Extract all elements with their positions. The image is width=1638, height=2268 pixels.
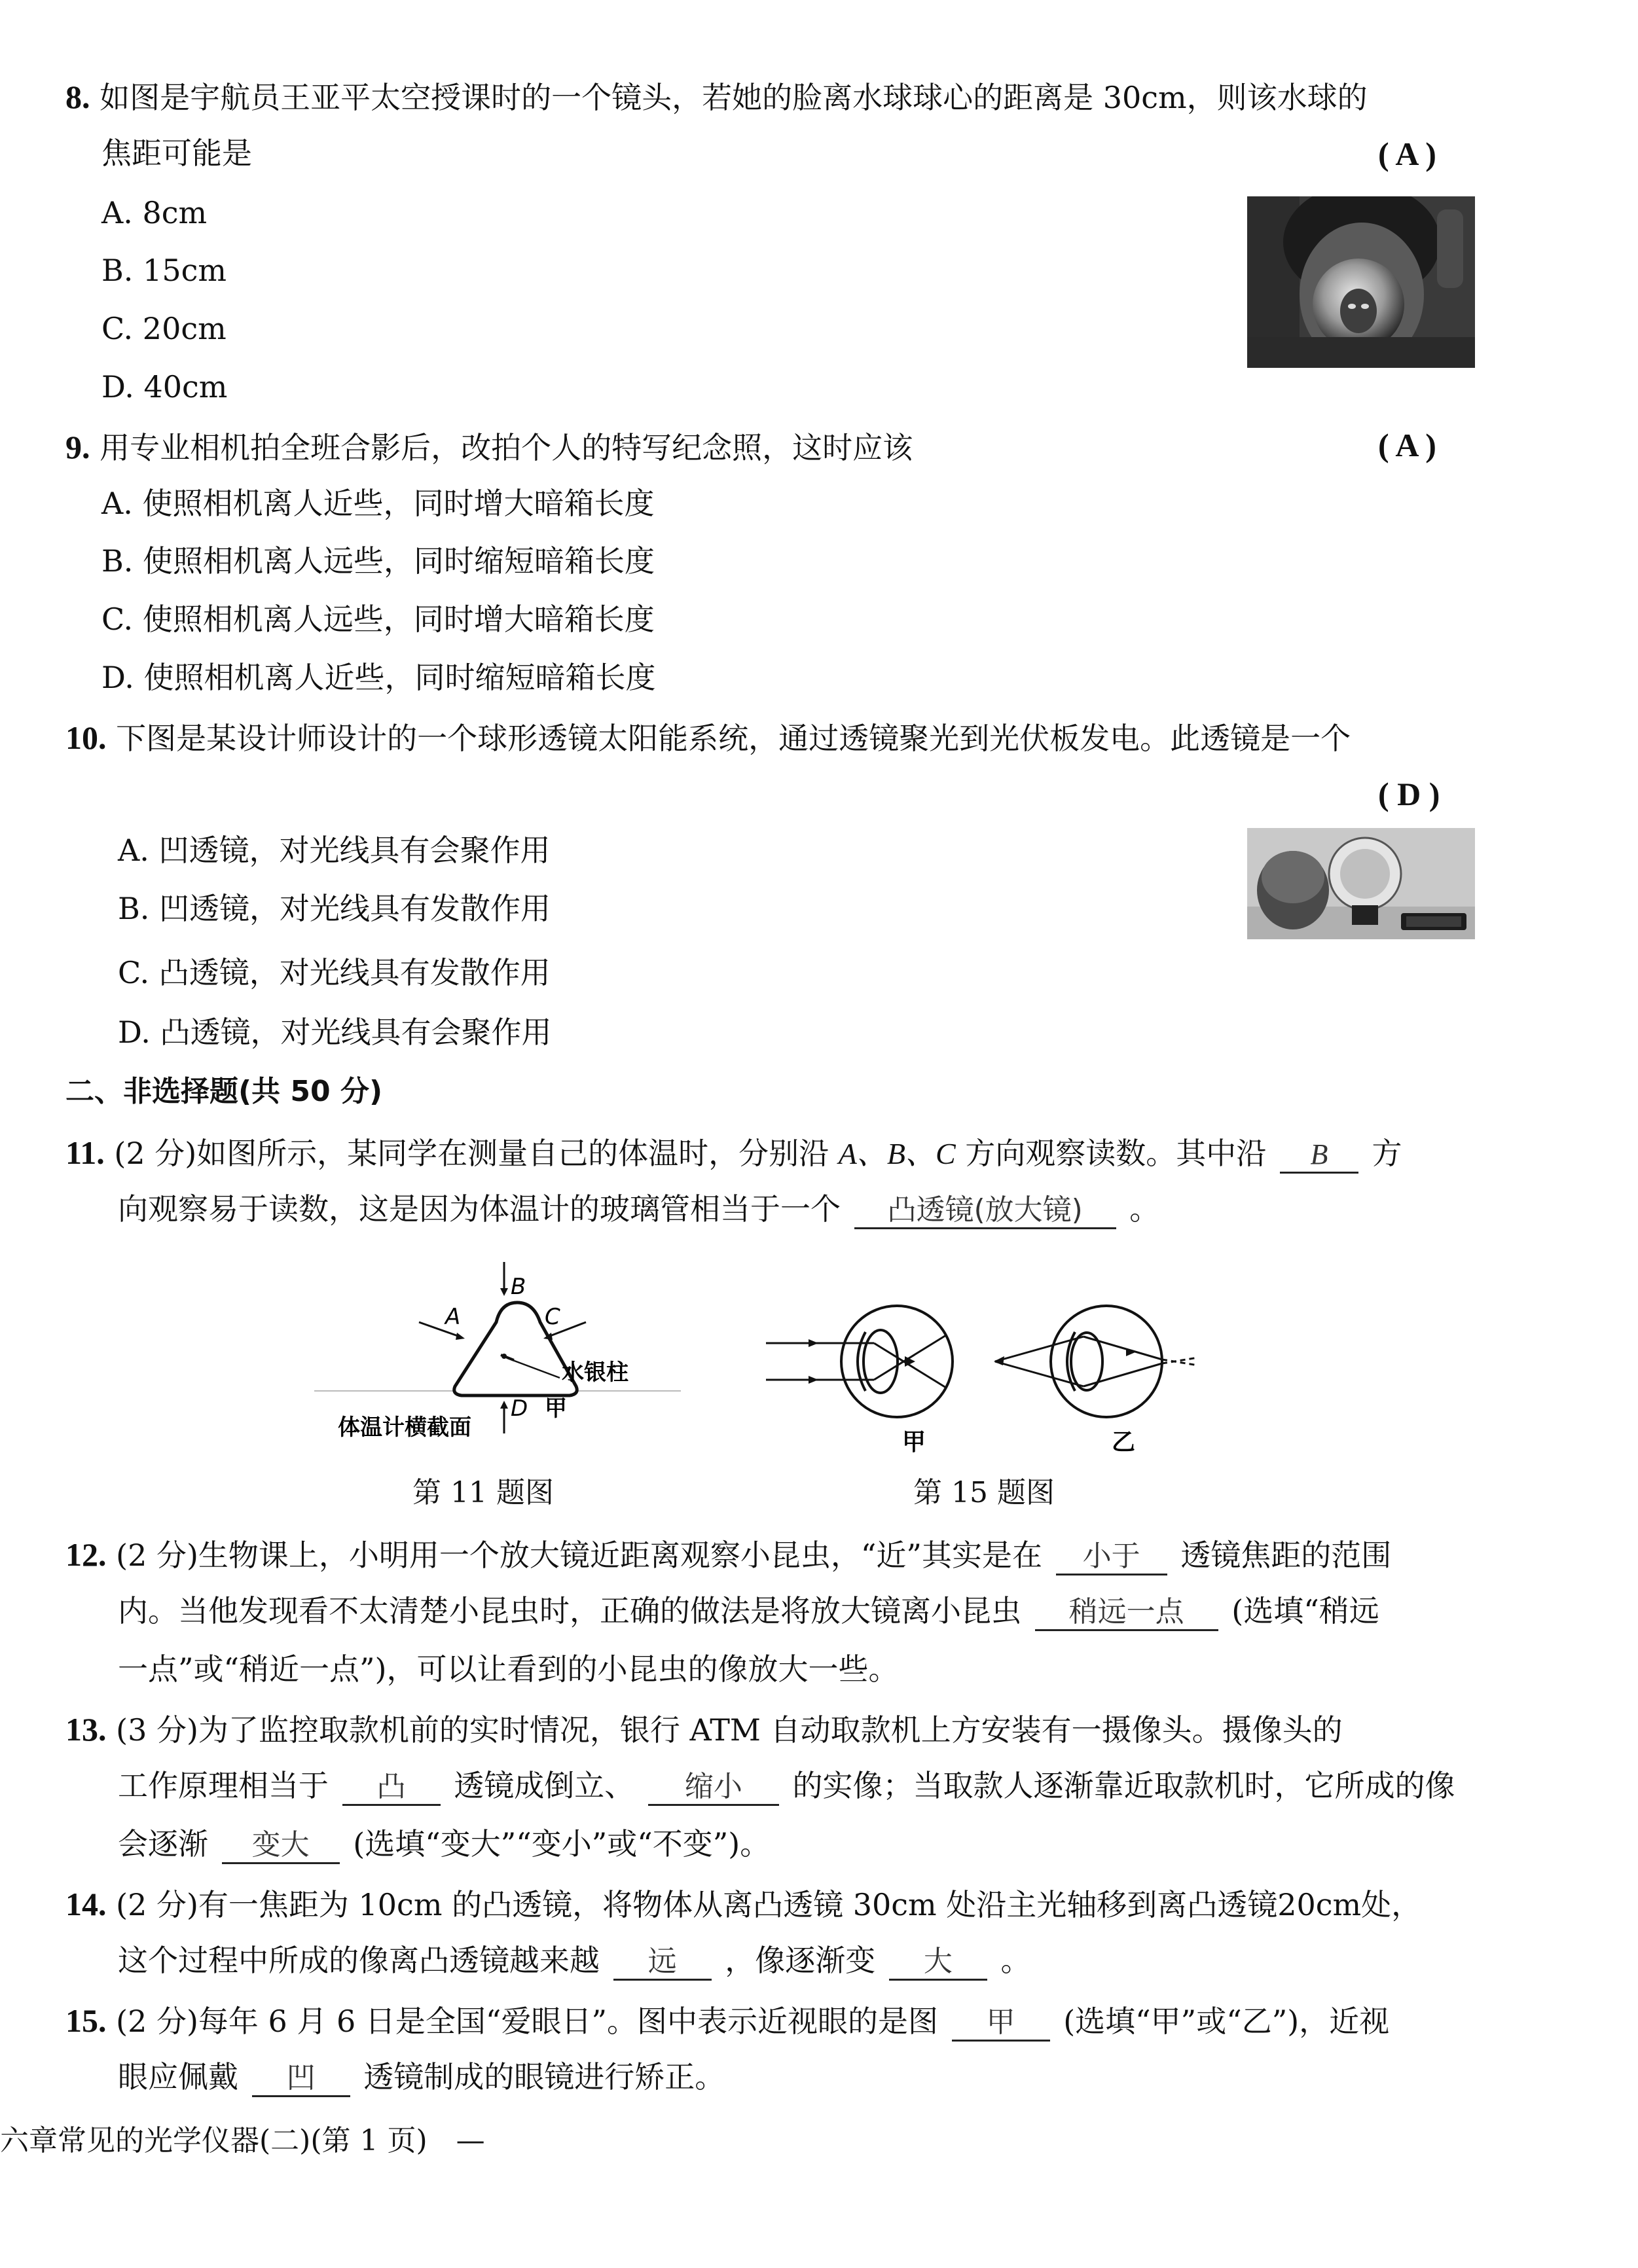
q12-line2 bbox=[118, 1593, 1379, 1631]
q11-line2 bbox=[118, 1191, 1159, 1229]
q9-line bbox=[65, 427, 913, 467]
q14-text-b: 这个过程中所成的像离凸透镜越来越 bbox=[118, 1943, 600, 1978]
label-c: C bbox=[545, 1304, 560, 1330]
q11-text-a: (2 分)如图所示，某同学在测量自己的体温时，分别沿 bbox=[114, 1136, 829, 1171]
label-jia-15: 甲 bbox=[902, 1429, 926, 1456]
q14-text-a: (2 分)有一焦距为 10cm 的凸透镜，将物体从离凸透镜 30cm 处沿主光轴移到离凸透镜20cm处， bbox=[116, 1887, 1422, 1922]
q15-text-d: 透镜制成的眼镜进行矫正。 bbox=[363, 2059, 725, 2095]
q14-line1 bbox=[65, 1884, 1421, 1924]
q11-blank-1: B bbox=[1280, 1138, 1358, 1174]
q13-line3 bbox=[118, 1826, 770, 1864]
q13-text-b: 工作原理相当于 bbox=[118, 1768, 329, 1803]
q14-blank-1: 远 bbox=[613, 1945, 712, 1981]
q15-number: 15. bbox=[65, 2002, 107, 2039]
eye-jia bbox=[766, 1306, 953, 1417]
q9-option-a: A. 使照相机离人近些，同时增大暗箱长度 bbox=[101, 486, 655, 521]
q13-number: 13. bbox=[65, 1711, 107, 1748]
q9-stem: 用专业相机拍全班合影后，改拍个人的特写纪念照，这时应该 bbox=[100, 430, 913, 465]
q12-text-d: (选填“稍远 bbox=[1231, 1593, 1379, 1629]
q8-number: 8. bbox=[65, 79, 90, 115]
q13-text-a: (3 分)为了监控取款机前的实时情况，银行 ATM 自动取款机上方安装有一摄像头。摄像头的 bbox=[116, 1712, 1343, 1748]
q11-number: 11. bbox=[65, 1134, 105, 1171]
q15-blank-1: 甲 bbox=[952, 2006, 1050, 2042]
q10-answer: ( D ) bbox=[1378, 776, 1440, 812]
q12-text-a: (2 分)生物课上，小明用一个放大镜近距离观察小昆虫，“近”其实是在 bbox=[116, 1538, 1042, 1573]
q11-text-c: 方 bbox=[1372, 1136, 1402, 1171]
label-cross-section: 体温计横截面 bbox=[338, 1414, 471, 1441]
q9-option-d: D. 使照相机离人近些，同时缩短暗箱长度 bbox=[101, 660, 656, 695]
q13-text-f: (选填“变大”“变小”或“不变”)。 bbox=[353, 1826, 771, 1862]
q13-blank-1: 凸 bbox=[342, 1771, 441, 1806]
figure-11-thermometer bbox=[314, 1257, 720, 1453]
q10-option-d: D. 凸透镜，对光线具有会聚作用 bbox=[118, 1015, 552, 1050]
astronaut-water-ball-photo bbox=[1247, 196, 1475, 368]
label-a: A bbox=[445, 1304, 461, 1330]
q15-line2 bbox=[118, 2059, 725, 2097]
q12-blank-2: 稍远一点 bbox=[1035, 1596, 1218, 1631]
q13-text-e: 会逐渐 bbox=[118, 1826, 208, 1862]
q9-number: 9. bbox=[65, 429, 90, 465]
q11-text-b: 方向观察读数。其中沿 bbox=[965, 1136, 1267, 1171]
q10-option-c: C. 凸透镜，对光线具有发散作用 bbox=[118, 955, 551, 990]
q8-option-c: C. 20cm bbox=[101, 311, 227, 346]
q11-text-e: 。 bbox=[1129, 1191, 1160, 1227]
q10-line bbox=[65, 718, 1351, 757]
q10-option-b: B. 凹透镜，对光线具有发散作用 bbox=[118, 891, 551, 926]
q12-line3: 一点”或“稍近一点”)，可以让看到的小昆虫的像放大一些。 bbox=[118, 1651, 899, 1687]
label-d: D bbox=[511, 1395, 528, 1422]
q13-line1 bbox=[65, 1710, 1343, 1749]
q14-text-c: ，像逐渐变 bbox=[725, 1943, 876, 1978]
q9-answer: ( A ) bbox=[1378, 427, 1436, 463]
q13-text-c: 透镜成倒立、 bbox=[454, 1768, 635, 1803]
q10-option-a: A. 凹透镜，对光线具有会聚作用 bbox=[118, 833, 551, 868]
q12-line1 bbox=[65, 1535, 1391, 1575]
q13-line2 bbox=[118, 1768, 1455, 1806]
eye-yi bbox=[994, 1306, 1198, 1417]
section-title: 二、非选择题(共 50 分) bbox=[65, 1075, 383, 1108]
q11-text-d: 向观察易于读数，这是因为体温计的玻璃管相当于一个 bbox=[118, 1191, 841, 1227]
q12-number: 12. bbox=[65, 1536, 107, 1573]
q11-line1 bbox=[65, 1133, 1402, 1174]
q8-option-a: A. 8cm bbox=[101, 195, 208, 230]
q8-option-b: B. 15cm bbox=[101, 253, 227, 288]
q14-line2 bbox=[118, 1943, 1031, 1981]
q12-blank-1: 小于 bbox=[1056, 1540, 1167, 1575]
q10-stem: 下图是某设计师设计的一个球形透镜太阳能系统，通过透镜聚光到光伏板发电。此透镜是一个 bbox=[116, 721, 1351, 756]
label-mercury: 水银柱 bbox=[562, 1359, 628, 1386]
q15-blank-2: 凹 bbox=[252, 2062, 350, 2097]
q15-line1 bbox=[65, 2001, 1389, 2042]
q9-option-b: B. 使照相机离人远些，同时缩短暗箱长度 bbox=[101, 543, 655, 579]
figure-15-eyes bbox=[759, 1296, 1231, 1466]
q12-text-b: 透镜焦距的范围 bbox=[1180, 1538, 1392, 1573]
q10-number: 10. bbox=[65, 719, 107, 756]
q8-stem: 如图是宇航员王亚平太空授课时的一个镜头，若她的脸离水球球心的距离是 30cm，则该水球的 bbox=[100, 80, 1368, 115]
q8-line1 bbox=[65, 77, 1368, 117]
q11-directions: A、B、C bbox=[838, 1137, 956, 1170]
q14-number: 14. bbox=[65, 1886, 107, 1922]
figure-15-caption: 第 15 题图 bbox=[913, 1476, 1055, 1509]
q11-blank-2: 凸透镜(放大镜) bbox=[854, 1194, 1116, 1229]
page-footer: 六章常见的光学仪器(二)(第 1 页) — bbox=[0, 2124, 485, 2157]
q8-option-d: D. 40cm bbox=[101, 369, 228, 405]
solar-lens-photo bbox=[1247, 828, 1475, 939]
label-jia-11: 甲 bbox=[545, 1395, 567, 1422]
q13-text-d: 的实像；当取款人逐渐靠近取款机时，它所成的像 bbox=[792, 1768, 1455, 1803]
q13-blank-3: 变大 bbox=[222, 1829, 340, 1864]
q14-text-d: 。 bbox=[1000, 1943, 1031, 1978]
q9-option-c: C. 使照相机离人远些，同时增大暗箱长度 bbox=[101, 602, 655, 637]
q13-blank-2: 缩小 bbox=[648, 1771, 779, 1806]
q15-text-a: (2 分)每年 6 月 6 日是全国“爱眼日”。图中表示近视眼的是图 bbox=[116, 2004, 938, 2039]
figure-11-caption: 第 11 题图 bbox=[412, 1476, 554, 1509]
label-b: B bbox=[511, 1274, 526, 1300]
q15-text-c: 眼应佩戴 bbox=[118, 2059, 238, 2095]
q14-blank-2: 大 bbox=[889, 1945, 987, 1981]
q12-text-c: 内。当他发现看不太清楚小昆虫时，正确的做法是将放大镜离小昆虫 bbox=[118, 1593, 1021, 1629]
q8-answer: ( A ) bbox=[1378, 135, 1436, 172]
q8-line2: 焦距可能是 bbox=[101, 135, 252, 171]
q15-text-b: (选填“甲”或“乙”)，近视 bbox=[1063, 2004, 1390, 2039]
label-yi-15: 乙 bbox=[1112, 1429, 1136, 1456]
